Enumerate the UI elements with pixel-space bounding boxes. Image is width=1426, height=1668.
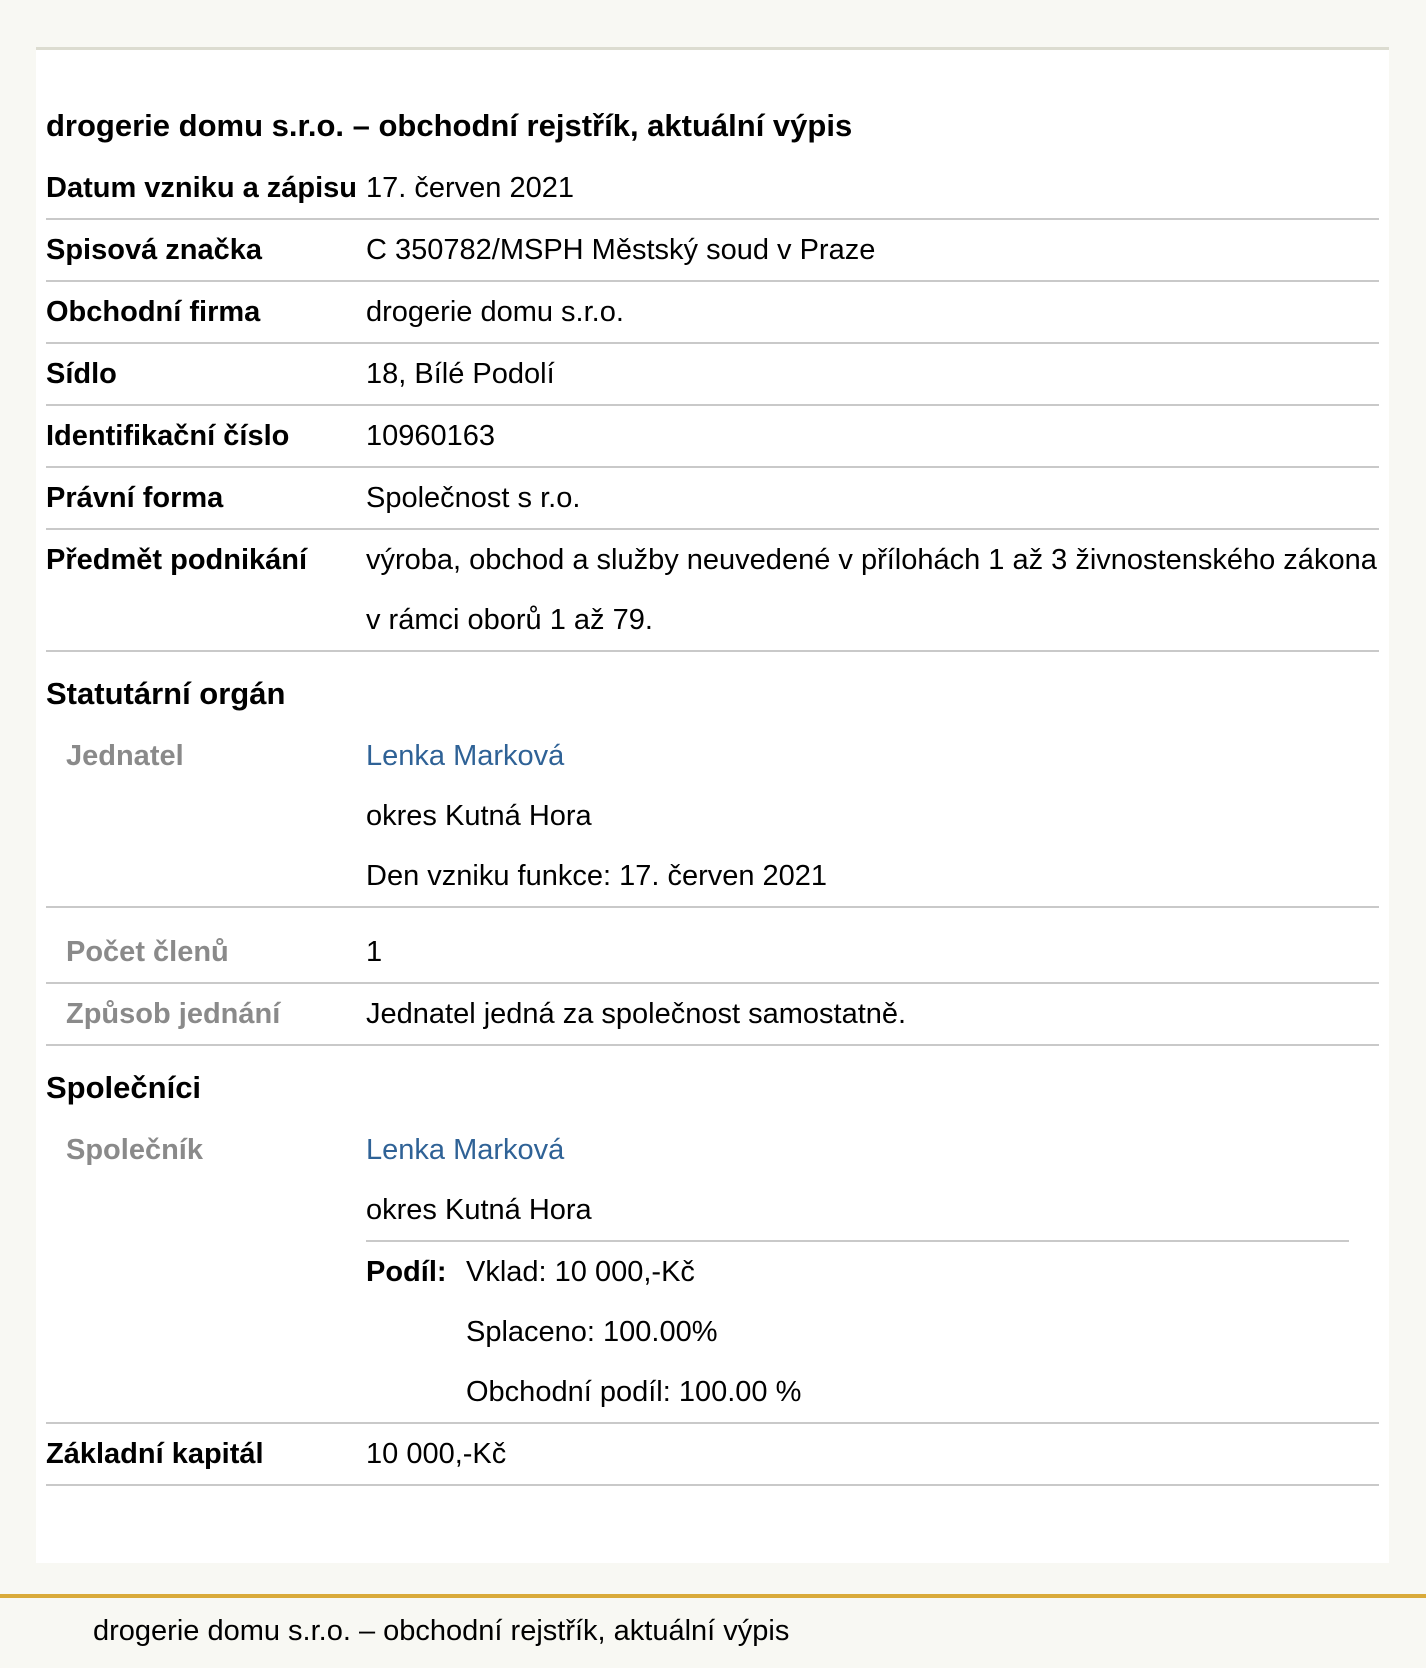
row-label: Způsob jednání <box>66 998 281 1030</box>
person-link-partner[interactable]: Lenka Marková <box>366 1134 565 1166</box>
row-value: 10960163 <box>366 420 496 452</box>
row-value: C 350782/MSPH Městský soud v Praze <box>366 234 876 266</box>
registry-extract-card <box>36 47 1389 1563</box>
row-jednatel <box>46 726 1379 908</box>
row-business-activity <box>46 530 1379 652</box>
share-label: Podíl: <box>366 1256 447 1288</box>
row-value: Jednatel jedná za společnost samostatně. <box>366 998 907 1030</box>
row-value: 18, Bílé Podolí <box>366 358 555 390</box>
row-label: Právní forma <box>46 482 224 514</box>
share-business: Obchodní podíl: 100.00 % <box>466 1376 802 1408</box>
footer-title: drogerie domu s.r.o. – obchodní rejstřík, aktuální výpis <box>0 1594 1426 1668</box>
row-business-name <box>46 282 1379 344</box>
person-district: okres Kutná Hora <box>366 800 592 832</box>
row-value <box>366 726 1379 906</box>
share-details <box>466 1242 1349 1422</box>
row-date-of-origin <box>46 158 1379 220</box>
row-file-number <box>46 220 1379 282</box>
row-label: Obchodní firma <box>46 296 261 328</box>
row-capital <box>46 1424 1379 1486</box>
share-block <box>366 1240 1349 1422</box>
row-legal-form <box>46 468 1379 530</box>
page-title: drogerie domu s.r.o. – obchodní rejstřík, aktuální výpis <box>46 108 853 143</box>
row-value <box>366 1120 1379 1422</box>
row-acting-method <box>46 984 1379 1046</box>
row-label: Základní kapitál <box>46 1438 264 1470</box>
row-label: Datum vzniku a zápisu <box>46 172 358 204</box>
row-members-count <box>46 908 1379 984</box>
row-label: Počet členů <box>66 936 229 968</box>
section-partners-title: Společníci <box>46 1070 202 1105</box>
row-value: 10 000,-Kč <box>366 1438 507 1470</box>
row-value: výroba, obchod a služby neuvedené v přílohách 1 až 3 živnostenského zákona v rámci oborů 1 až 79. <box>366 544 1377 636</box>
function-since: Den vzniku funkce: 17. červen 2021 <box>366 860 828 892</box>
section-statutory-title: Statutární orgán <box>46 676 286 711</box>
row-id-number <box>46 406 1379 468</box>
row-label: Spisová značka <box>46 234 262 266</box>
row-label: Jednatel <box>66 740 184 772</box>
row-value: 17. červen 2021 <box>366 172 574 204</box>
row-label: Předmět podnikání <box>46 544 308 576</box>
person-district: okres Kutná Hora <box>366 1194 592 1226</box>
row-label: Identifikační číslo <box>46 420 290 452</box>
share-deposit: Vklad: 10 000,-Kč <box>466 1256 695 1288</box>
row-seat <box>46 344 1379 406</box>
row-value: 1 <box>366 936 383 968</box>
share-paid: Splaceno: 100.00% <box>466 1316 718 1348</box>
row-partner <box>46 1120 1379 1424</box>
row-label: Společník <box>66 1134 203 1166</box>
row-value: drogerie domu s.r.o. <box>366 296 624 328</box>
row-label: Sídlo <box>46 358 117 390</box>
row-value: Společnost s r.o. <box>366 482 581 514</box>
person-link-jednatel[interactable]: Lenka Marková <box>366 740 565 772</box>
